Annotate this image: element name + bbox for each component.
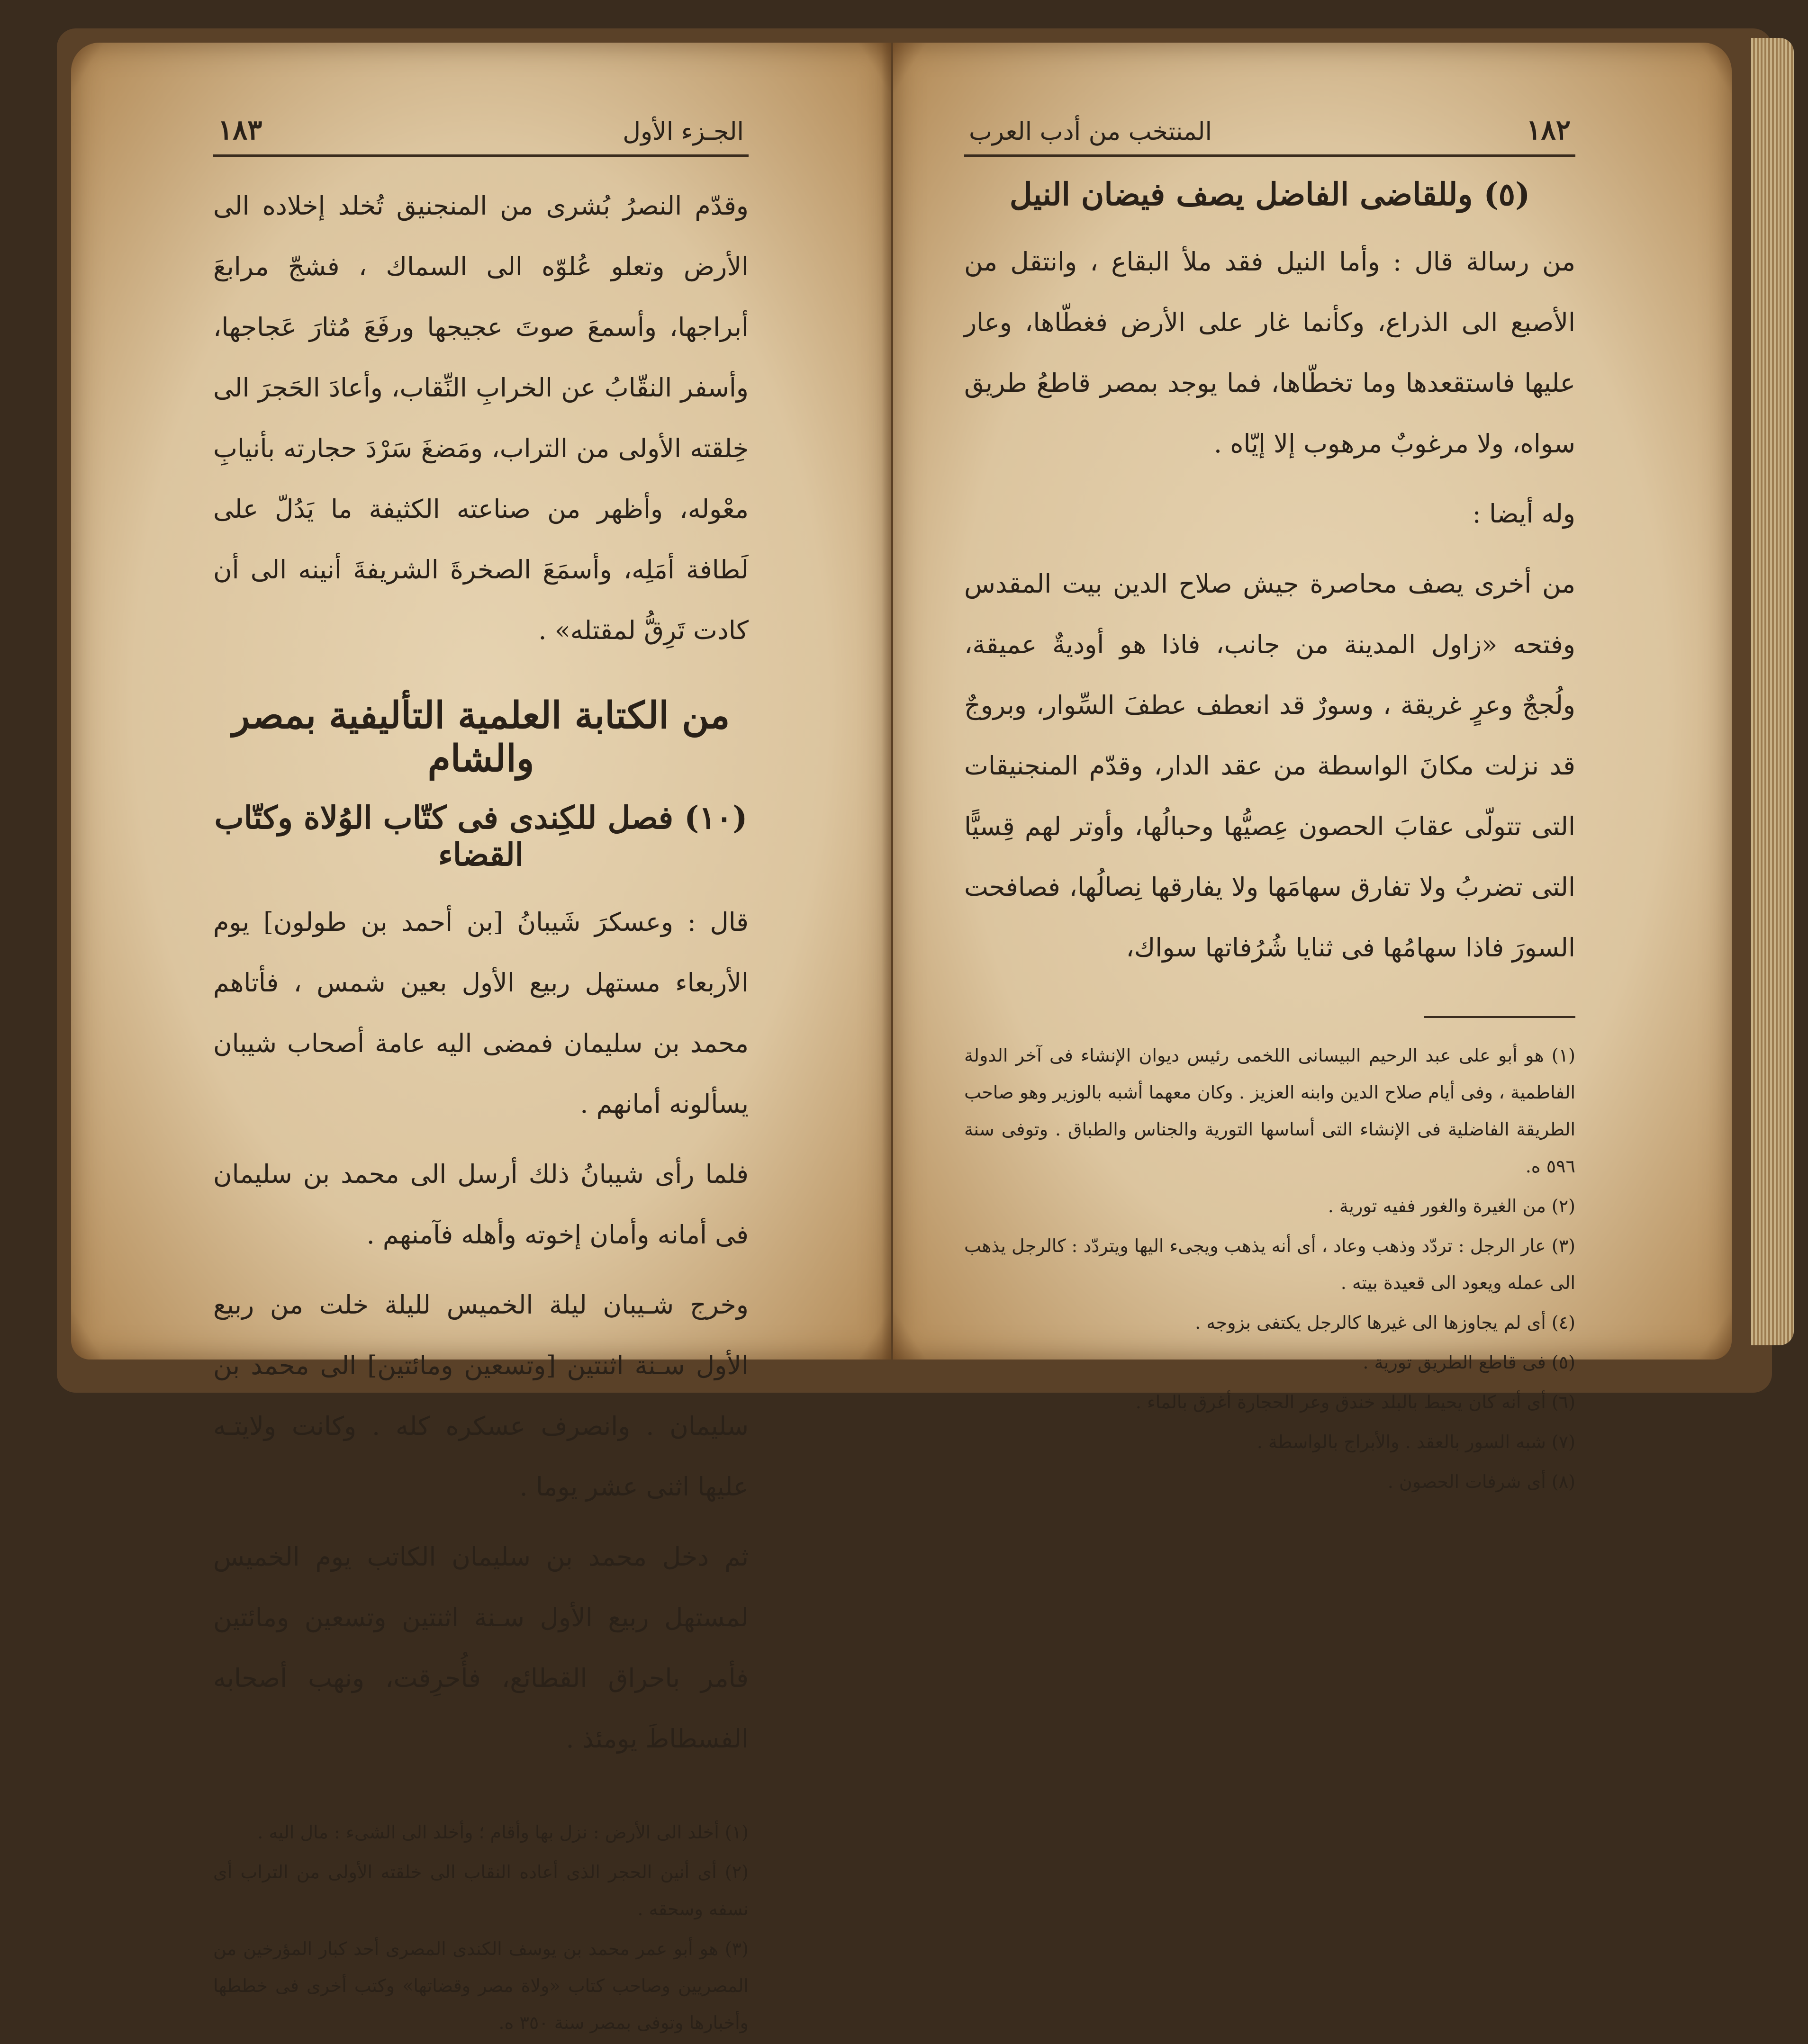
paragraph: وقدّم النصرُ بُشرى من المنجنيق تُخلد إخلاده الى الأرض وتعلو عُلوّه الى السماك ، فشجّ مرابعَ أبراجها، وأسمعَ صوتَ عجيجها ورفَعَ مُثارَ عَجاجها، وأسفر النقّابُ عن الخرابِ النِّقاب، وأعادَ الحَجرَ الى خِلقته الأولى من التراب، ومَضغَ سَرْدَ حجارته بأنيابِ معْوله، وأظهر من صناعته الكثيفة ما يَدُلّ على لَطافة أمَلِه، وأسمَعَ الصخرةَ الشريفةَ أنينه الى أن كادت تَرِقُّ لمقتله» . — [213, 191, 749, 645]
paragraph: قال : وعسكرَ شَيبانُ [بن أحمد بن طولون] يوم الأربعاء مستهل ربيع الأول بعين شمس ، فأتاهم محمد بن سليمان فمضى اليه عامة أصحاب شيبان يسألونه أمانهم . — [213, 907, 749, 1119]
section-heading: من الكتابة العلمية التأليفية بمصر والشام — [232, 694, 730, 780]
paragraph: من أخرى يصف محاصرة جيش صلاح الدين بيت المقدس وفتحه «زاول المدينة من جانب، فاذا هو أوديةٌ عميقة، ولُججٌ وعرٍ غريقة ، وسورٌ قد انعطف عطفَ السِّوار، وبروجٌ قد نزلت مكانَ الواسطة من عقد الدار، وقدّم المنجنيقات التى تتولّى عقابَ الحصون عِصيُّها وحبالُها، وأوتر لهم قِسيًّا التى تضربُ ولا تفارق سهامَها ولا يفارقها نِصالُها، فصافحت السورَ فاذا سهامُها فى ثنايا شُرُفاتها سواك، — [964, 569, 1575, 963]
left-page — [71, 43, 891, 2033]
footnote-divider — [502, 1793, 749, 1795]
left-page-header — [213, 114, 749, 157]
footnote: (٨) أى شرفات الحصون . — [1387, 1471, 1575, 1492]
footnote: (٣) عار الرجل : تردّد وذهب وعاد ، أى أنه يذهب ويجىء اليها ويتردّد : كالرجل يذهب الى عمله ويعود الى قعيدة بيته . — [964, 1235, 1575, 1293]
footnote: (٢) أى أنين الحجر الذى أعاده النقاب الى خلقته الأولى من التراب أى نسفه وسحقه . — [213, 1862, 749, 1919]
running-title: الجـزء الأول — [623, 117, 744, 146]
page-number: ١٨٢ — [1526, 114, 1571, 146]
paragraph: فلما رأى شيبانُ ذلك أرسل الى محمد بن سليمان فى أمانه وأمان إخوته وأهله فآمنهم . — [213, 1159, 749, 1250]
paragraph: وخرج شـيبان ليلة الخميس لليلة خلت من ربيع الأول سـنة اثنتين [وتسعين ومائتين] الى محمد بن سليمان . وانصرف عسكره كله . وكانت ولايتـه عليها اثنى عشر يوما . — [213, 1290, 749, 1502]
footnote: (٦) أى أنه كان يحيط بالبلد خندق وعر الحجارة أغرق بالماء . — [1135, 1392, 1575, 1413]
right-page-content — [964, 114, 1575, 1503]
footnote: (٤) أى لم يجاوزها الى غيرها كالرجل يكتفى بزوجه . — [1195, 1312, 1575, 1333]
right-page — [893, 43, 1732, 1492]
paragraph: ثم دخل محمد بن سليمان الكاتب يوم الخميس لمستهل ربيع الأول سـنة اثنتين وتسعين ومائتين فأمر باحراق القطائع، فأُحرِقت، ونهب أصحابه الفسطاطَ يومئذ . — [213, 1542, 749, 1754]
footnote: (٢) من الغيرة والغور ففيه تورية . — [1328, 1196, 1575, 1216]
section-subheading: (١٠) فصل للكِندى فى كتّاب الوُلاة وكتّاب القضاء — [214, 799, 748, 873]
paragraph: وله أيضا : — [1472, 499, 1575, 529]
page-edges — [1751, 38, 1794, 1345]
section-heading: (٥) وللقاضى الفاضل يصف فيضان النيل — [1009, 176, 1530, 213]
running-title: المنتخب من أدب العرب — [969, 117, 1212, 146]
right-page-header — [964, 114, 1575, 157]
footnote: (١) هو أبو على عبد الرحيم البيسانى اللخمى رئيس ديوان الإنشاء فى آخر الدولة الفاطمية ، وفى أيام صلاح الدين وابنه العزيز . وكان معهما أشبه بالوزير وهو صاحب الطريقة الفاضلية فى الإنشاء التى أساسها التورية والجناس والطباق . وتوفى سنة ٥٩٦ ه. — [964, 1045, 1575, 1177]
footnote-divider — [1424, 1016, 1575, 1018]
page-number: ١٨٣ — [218, 114, 262, 146]
footnote: (٧) شبه السور بالعقد . والأبراج بالواسطة . — [1257, 1432, 1575, 1452]
paragraph: من رسالة قال : وأما النيل فقد ملأ البقاع ، وانتقل من الأصبع الى الذراع، وكأنما غار على الأرض فغطّاها، وعار عليها فاستقعدها وما تخطّاها، فما يوجد بمصر قاطعُ طريق سواه، ولا مرغوبٌ مرهوب إلا إيّاه . — [964, 247, 1575, 459]
footnote: (١) أخلد الى الأرض : نزل بها وأقام ؛ وأخلد الى الشىء : مال اليه . — [257, 1822, 749, 1843]
footnote: (٥) فى قاطع الطريق تورية . — [1363, 1352, 1575, 1373]
footnote: (٣) هو أبو عمر محمد بن يوسف الكندى المصرى أحد كبار المؤرخين من المصريين وصاحب كتاب «ولاة مصر وقضاتها» وكتب أخرى فى خططها وأخبارها وتوفى بمصر سنة ٣٥٠ ه. — [213, 1938, 749, 2033]
left-page-content — [213, 114, 749, 2044]
